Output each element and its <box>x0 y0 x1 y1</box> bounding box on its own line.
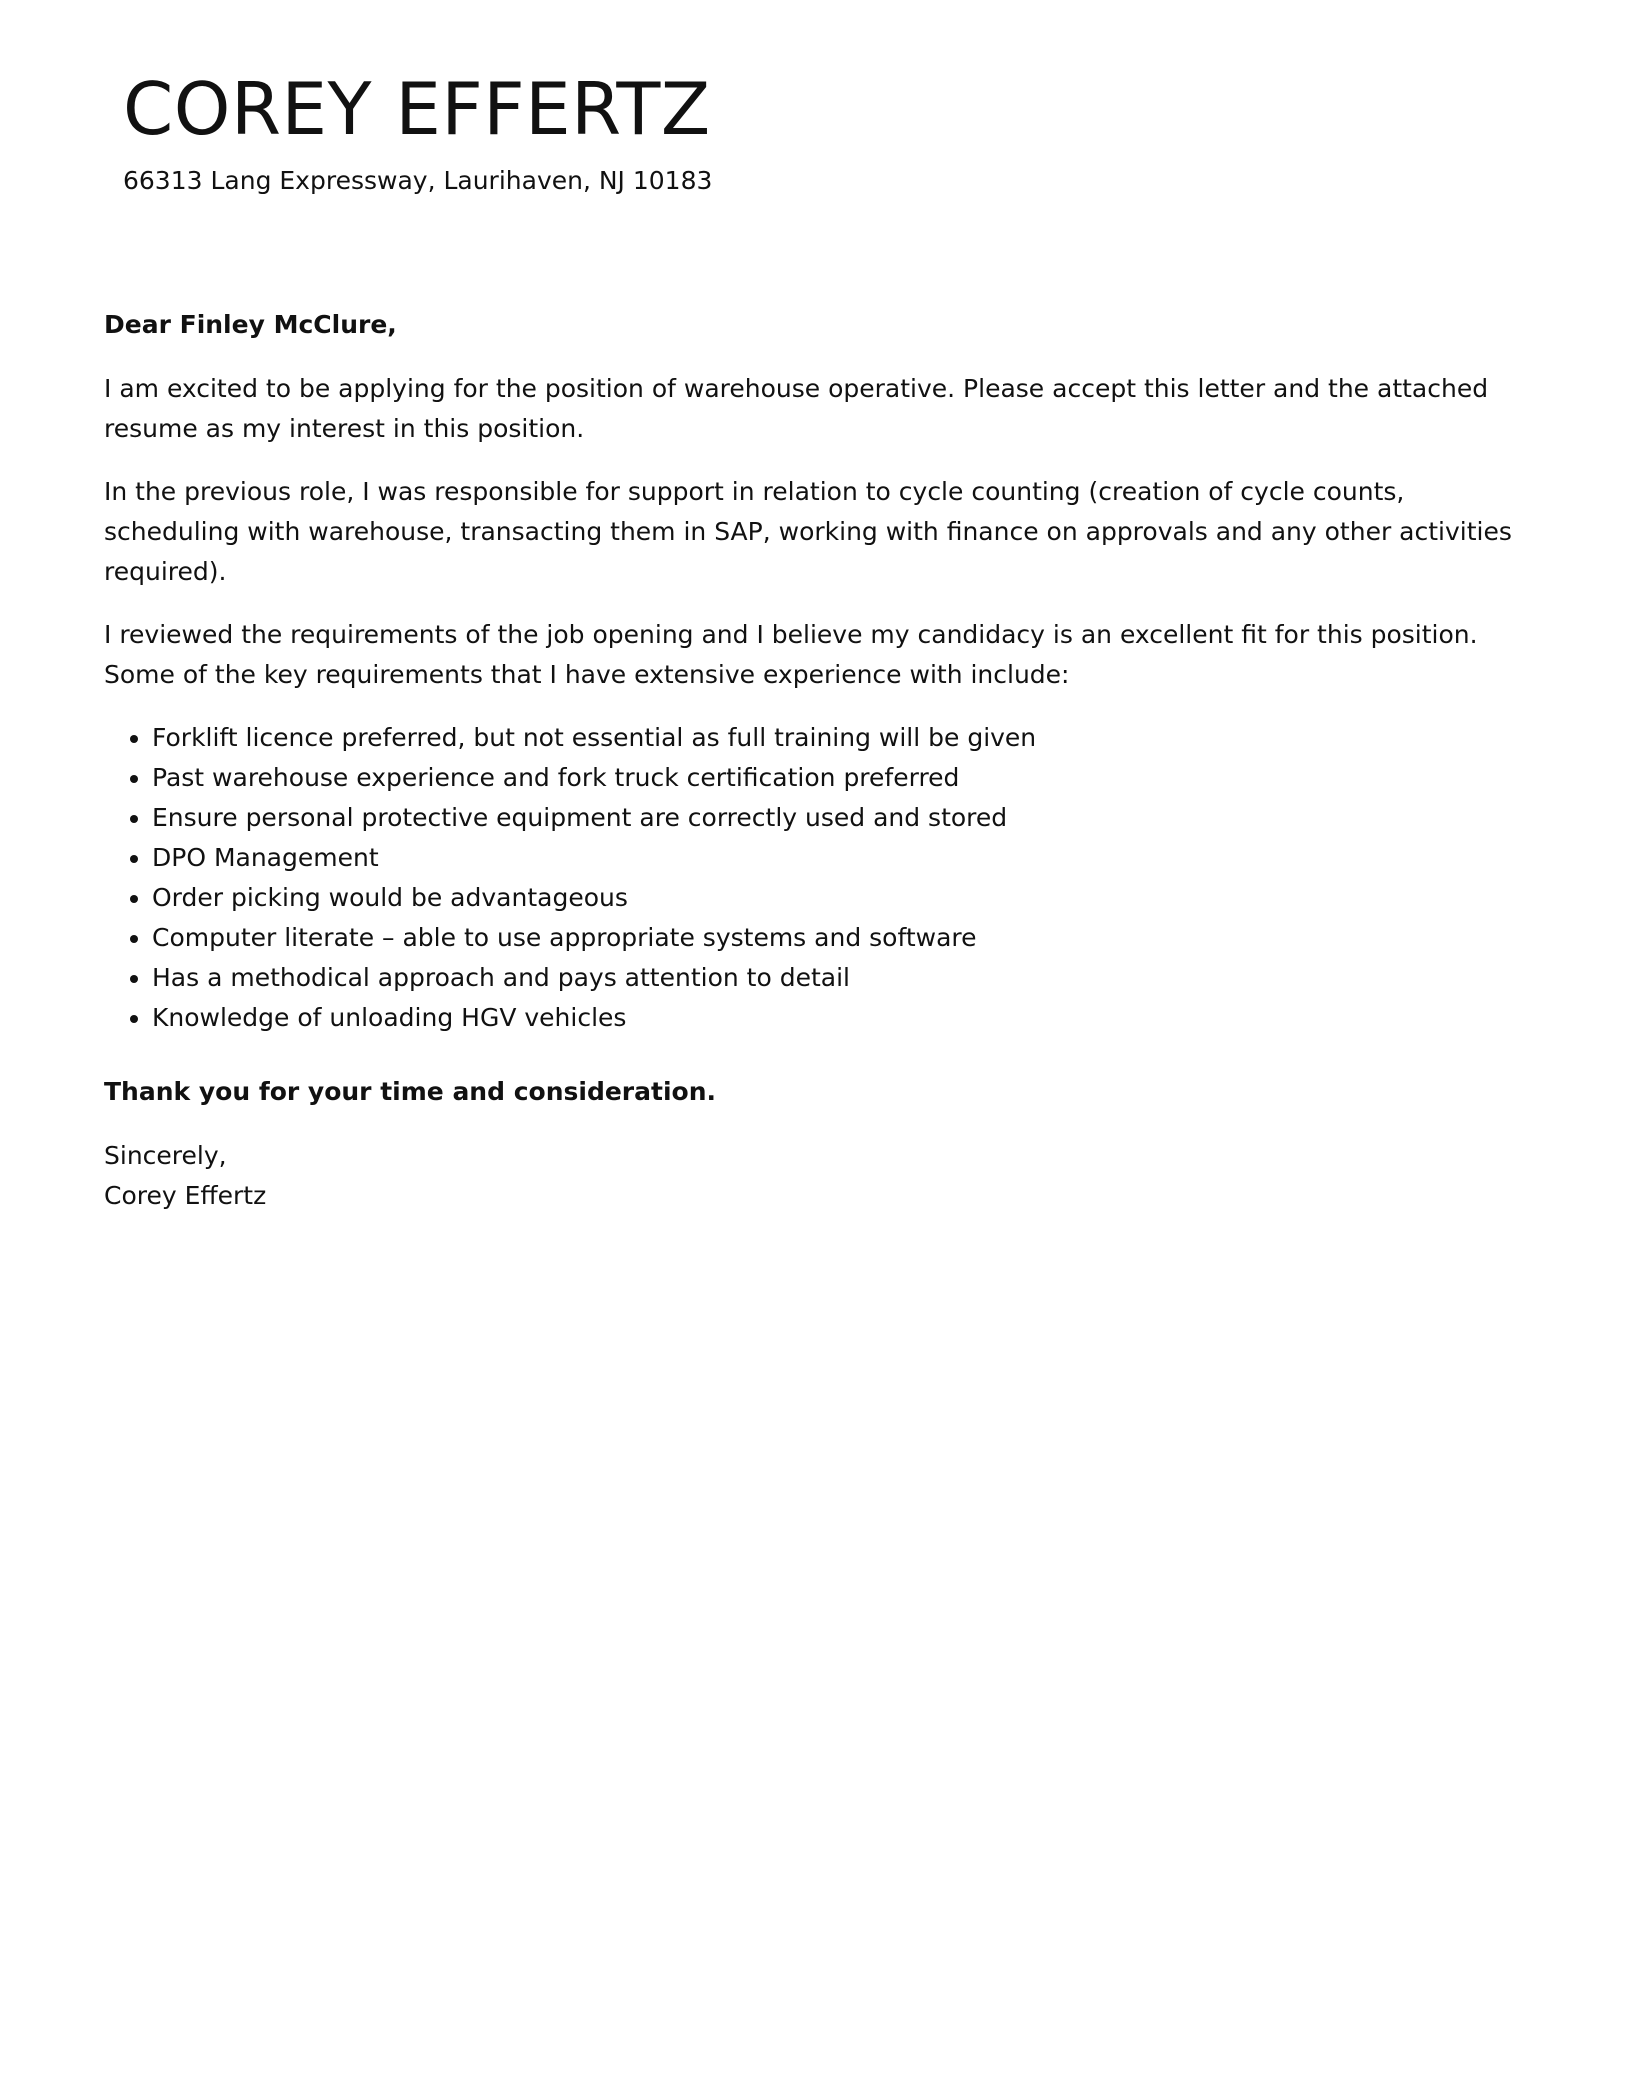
requirements-list <box>104 718 1534 1038</box>
letter-body <box>104 305 1534 1216</box>
requirement-item: • Computer literate – able to use appropriate systems and software <box>152 918 1534 958</box>
signature-name: Corey Effertz <box>104 1181 267 1210</box>
salutation: Dear Finley McClure, <box>104 310 397 339</box>
requirement-item: • DPO Management <box>152 838 1534 878</box>
requirement-item: • Has a methodical approach and pays attention to detail <box>152 958 1534 998</box>
applicant-address: 66313 Lang Expressway, Laurihaven, NJ 10183 <box>123 165 713 195</box>
experience-paragraph: In the previous role, I was responsible for support in relation to cycle counting (creation of cycle counts, scheduling with warehouse, transacting them in SAP, working with finance on approvals and any other activities required). <box>104 477 1512 586</box>
applicant-name: COREY EFFERTZ <box>123 67 711 151</box>
closing-line: Thank you for your time and consideration. <box>104 1077 716 1106</box>
requirement-item: • Forklift licence preferred, but not essential as full training will be given <box>152 718 1534 758</box>
letter-header <box>123 68 712 197</box>
requirement-item: • Knowledge of unloading HGV vehicles <box>152 998 1534 1038</box>
requirements-paragraph: I reviewed the requirements of the job opening and I believe my candidacy is an excellent fit for this position. Some of the key requirements that I have extensive experience with include: <box>104 620 1478 689</box>
requirement-item: • Order picking would be advantageous <box>152 878 1534 918</box>
intro-paragraph: I am excited to be applying for the position of warehouse operative. Please accept this letter and the attached resume as my interest in this position. <box>104 374 1489 443</box>
requirement-item: • Past warehouse experience and fork truck certification preferred <box>152 758 1534 798</box>
requirement-item: • Ensure personal protective equipment are correctly used and stored <box>152 798 1534 838</box>
signoff-text: Sincerely, <box>104 1141 227 1170</box>
signoff-block <box>104 1136 1534 1216</box>
